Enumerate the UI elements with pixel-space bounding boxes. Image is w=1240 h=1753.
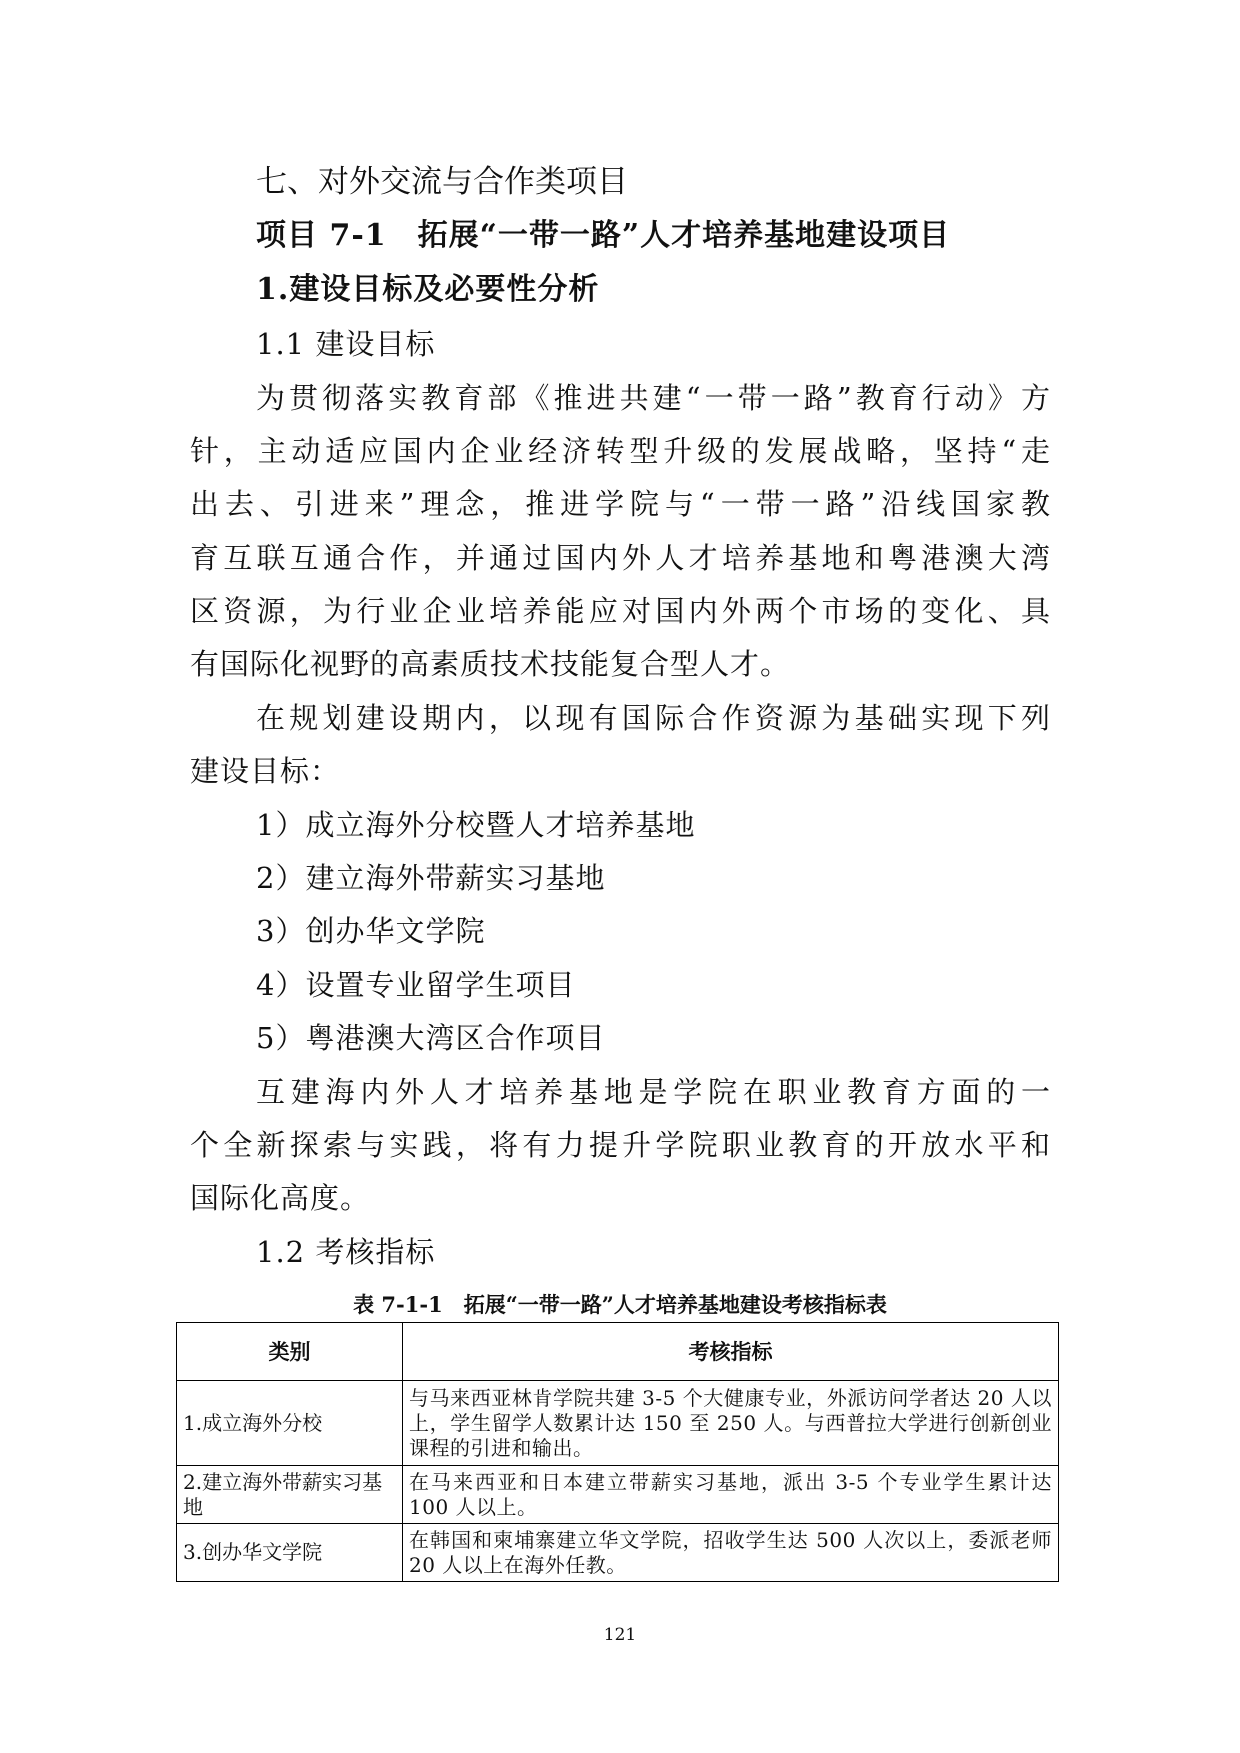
table-caption: 表 7-1-1 拓展“一带一路”人才培养基地建设考核指标表	[353, 1292, 887, 1317]
table-row	[177, 1466, 1059, 1524]
assessment-table	[176, 1322, 1059, 1582]
section-heading: 七、对外交流与合作类项目	[256, 164, 628, 200]
project-heading: 项目 7-1 拓展“一带一路”人才培养基地建设项目	[256, 218, 951, 253]
header-category: 类别	[177, 1323, 403, 1381]
table-row	[177, 1381, 1059, 1466]
para3-line-2: 个全新探索与实践，将有力提升学院职业教育的开放水平和	[190, 1128, 1050, 1162]
para2-line-2: 建设目标：	[190, 754, 341, 788]
subheading-goals-analysis: 1.建设目标及必要性分析	[256, 272, 600, 307]
para1-line-2: 针，主动适应国内企业经济转型升级的发展战略，坚持“走	[190, 434, 1050, 468]
page-number: 121	[603, 1625, 637, 1645]
subheading-assessment-indicators: 1.2 考核指标	[256, 1235, 436, 1269]
row-category: 3.创办华文学院	[177, 1524, 403, 1582]
para2-line-1: 在规划建设期内，以现有国际合作资源为基础实现下列	[256, 701, 1050, 735]
goal-item: 3）创办华文学院	[256, 914, 486, 948]
para1-line-5: 区资源，为行业企业培养能应对国内外两个市场的变化、具	[190, 594, 1050, 628]
para3-line-1: 互建海内外人才培养基地是学院在职业教育方面的一	[256, 1075, 1050, 1109]
goal-item: 4）设置专业留学生项目	[256, 968, 576, 1002]
para1-line-4: 育互联互通合作，并通过国内外人才培养基地和粤港澳大湾	[190, 541, 1050, 575]
row-category: 1.成立海外分校	[177, 1381, 403, 1466]
row-indicator: 与马来西亚林肯学院共建 3-5 个大健康专业，外派访问学者达 20 人以上，学生留学人数累计达 150 至 250 人。与西普拉大学进行创新创业课程的引进和输出。	[403, 1381, 1059, 1466]
header-indicator: 考核指标	[403, 1323, 1059, 1381]
goal-item: 2）建立海外带薪实习基地	[256, 861, 606, 895]
para1-line-6: 有国际化视野的高素质技术技能复合型人才。	[190, 647, 791, 681]
goal-item: 1）成立海外分校暨人才培养基地	[256, 808, 696, 842]
table-header-row	[177, 1323, 1059, 1381]
row-indicator: 在马来西亚和日本建立带薪实习基地，派出 3-5 个专业学生累计达 100 人以上。	[403, 1466, 1059, 1524]
goal-item: 5）粤港澳大湾区合作项目	[256, 1021, 606, 1055]
row-category: 2.建立海外带薪实习基地	[177, 1466, 403, 1524]
para3-line-3: 国际化高度。	[190, 1181, 371, 1215]
para1-line-3: 出去、引进来”理念，推进学院与“一带一路”沿线国家教	[190, 487, 1050, 521]
subheading-construction-goals: 1.1 建设目标	[256, 327, 436, 361]
para1-line-1: 为贯彻落实教育部《推进共建“一带一路”教育行动》方	[256, 381, 1050, 415]
row-indicator: 在韩国和柬埔寨建立华文学院，招收学生达 500 人次以上，委派老师 20 人以上在海外任教。	[403, 1524, 1059, 1582]
table-row	[177, 1524, 1059, 1582]
